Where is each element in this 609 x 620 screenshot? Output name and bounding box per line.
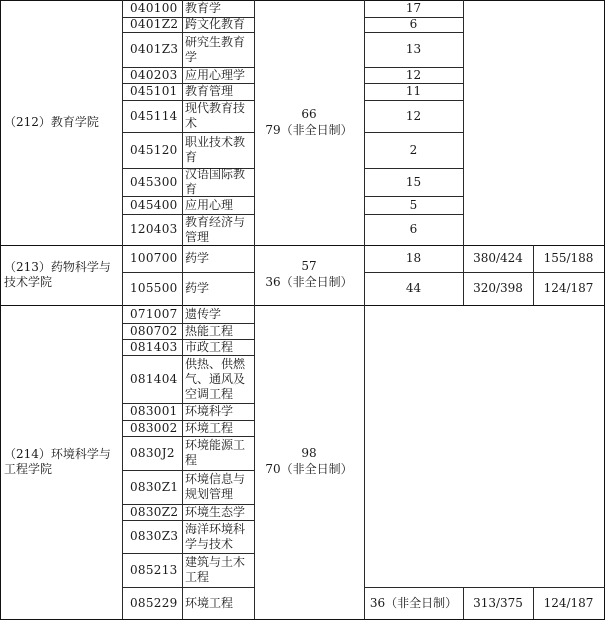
major-name: 职业技术教育 [185, 135, 246, 164]
college-name-cell: （213）药物科学与技术学院 [4, 260, 111, 289]
major-name: 环境工程 [185, 595, 234, 610]
major-name: 药学 [185, 281, 210, 295]
major-name: 遗传学 [185, 306, 222, 321]
major-code: 0830J2 [130, 445, 175, 460]
major-code: 045114 [130, 108, 178, 123]
major-quota: 11 [405, 84, 422, 98]
major-code: 120403 [130, 222, 178, 236]
major-name: 环境能源工程 [185, 438, 246, 467]
row-border [463, 272, 605, 273]
major-code: 045400 [130, 197, 178, 212]
major-code: 085229 [130, 595, 178, 610]
major-quota: 12 [405, 67, 422, 82]
column-border [254, 305, 255, 619]
major-rank: 124/187 [543, 595, 594, 610]
major-code: 081403 [130, 339, 178, 354]
major-name: 环境信息与规划管理 [185, 472, 246, 501]
major-code: 045101 [130, 84, 178, 98]
column-border [122, 245, 123, 305]
column-border [182, 245, 183, 305]
major-code: 0401Z3 [130, 42, 179, 56]
major-quota: 15 [405, 174, 422, 189]
column-border [604, 245, 605, 305]
major-name: 市政工程 [185, 339, 234, 354]
major-name: 药学 [185, 251, 210, 265]
major-code: 083002 [130, 420, 178, 435]
major-code: 080702 [130, 323, 178, 338]
row-border [364, 272, 464, 273]
major-name: 研究生教育学 [185, 34, 246, 64]
column-border [0, 245, 1, 305]
column-border [364, 245, 365, 305]
column-border [254, 245, 255, 305]
major-code: 0830Z2 [130, 504, 179, 519]
row-border [364, 100, 464, 101]
major-name: 环境科学 [185, 404, 234, 418]
major-code: 081404 [130, 371, 178, 386]
column-border [0, 0, 1, 245]
major-name: 教育经济与管理 [185, 214, 246, 244]
major-code: 0830Z3 [130, 529, 179, 543]
major-name: 热能工程 [185, 323, 234, 338]
college-quota-note: 79（非全日制） [265, 122, 353, 137]
row-border [364, 214, 464, 215]
column-border [604, 0, 605, 245]
column-border [604, 305, 605, 619]
column-border [364, 305, 365, 619]
major-quota: 44 [405, 281, 422, 295]
major-score: 320/398 [473, 281, 523, 295]
college-quota-note: 70（非全日制） [265, 462, 353, 476]
college-quota-total: 98 [301, 446, 317, 460]
college-quota-total: 66 [301, 106, 317, 121]
major-name: 应用心理学 [185, 67, 246, 82]
major-code: 045120 [130, 142, 178, 157]
college-quota-total: 57 [301, 259, 317, 273]
major-code: 0830Z1 [130, 479, 179, 494]
major-quota: 36（非全日制） [369, 595, 458, 610]
major-code: 105500 [130, 281, 178, 295]
college-name-cell: （212）教育学院 [4, 115, 99, 129]
major-quota: 5 [409, 197, 418, 212]
row-border [364, 32, 464, 33]
major-code: 083001 [130, 404, 178, 418]
column-border [182, 0, 183, 245]
major-name: 应用心理 [185, 197, 234, 212]
row-border [364, 168, 464, 169]
major-code: 085213 [130, 562, 178, 577]
major-quota: 12 [405, 108, 422, 123]
column-border [122, 305, 123, 619]
major-code: 071007 [130, 306, 178, 321]
major-name: 环境生态学 [185, 504, 246, 519]
major-name: 教育学 [185, 1, 222, 15]
major-name: 建筑与土木工程 [185, 555, 246, 584]
major-quota: 6 [409, 222, 418, 236]
column-border [533, 587, 534, 619]
column-border [0, 305, 1, 619]
major-code: 0401Z2 [130, 17, 179, 31]
major-rank: 124/187 [543, 281, 594, 295]
row-border [364, 587, 605, 588]
major-code: 045300 [130, 174, 178, 189]
major-code: 100700 [130, 251, 178, 265]
major-name: 跨文化教育 [185, 17, 246, 31]
major-name: 海洋环境科学与技术 [185, 521, 246, 551]
column-border [182, 305, 183, 619]
major-name: 环境工程 [185, 420, 234, 435]
major-score: 380/424 [473, 251, 523, 265]
column-border [533, 245, 534, 305]
major-score: 313/375 [473, 595, 523, 610]
college-quota-note: 36（非全日制） [265, 275, 353, 289]
column-border [122, 0, 123, 245]
major-name: 现代教育技术 [185, 101, 246, 130]
row-border [364, 132, 464, 133]
column-border [254, 0, 255, 245]
column-border [463, 245, 464, 305]
major-rank: 155/188 [543, 251, 594, 265]
major-code: 040100 [130, 1, 178, 15]
major-name: 汉语国际教育 [185, 167, 246, 196]
major-quota: 13 [405, 42, 422, 56]
column-border [463, 0, 464, 245]
column-border [364, 0, 365, 245]
major-quota: 6 [409, 17, 418, 31]
major-quota: 18 [405, 251, 422, 265]
major-quota: 2 [409, 142, 418, 157]
column-border [463, 587, 464, 619]
major-name: 教育管理 [185, 84, 234, 98]
college-name-cell: （214）环境科学与工程学院 [4, 447, 111, 476]
major-name: 供热、供燃气、通风及空调工程 [185, 356, 246, 401]
major-quota: 17 [405, 1, 422, 15]
major-code: 040203 [130, 67, 178, 82]
